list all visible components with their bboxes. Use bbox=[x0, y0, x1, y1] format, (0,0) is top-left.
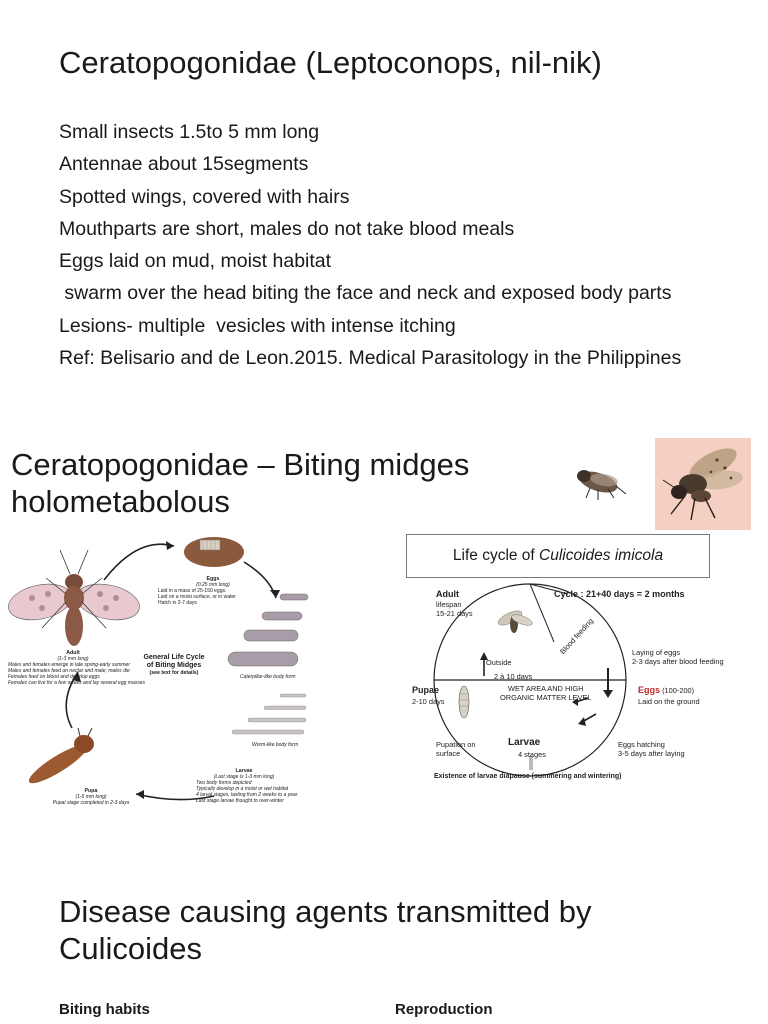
pupation-label: Pupation on surface bbox=[436, 740, 476, 758]
adult-caption-size: (1-3 mm long) bbox=[57, 656, 89, 662]
caterpillar-label: Caterpillar-like body form bbox=[240, 674, 296, 680]
larvae-stages: 4 stages bbox=[518, 750, 546, 759]
eggs-caption-title: Eggs bbox=[206, 576, 220, 582]
slide2-title-line1: Ceratopogonidae – Biting midges bbox=[11, 447, 470, 482]
eggs-count: (100-200) bbox=[662, 686, 695, 695]
center-title-sub: (see text for details) bbox=[149, 670, 199, 676]
adult-midge-illustration bbox=[8, 550, 143, 646]
bullet-item: Spotted wings, covered with hairs bbox=[59, 185, 350, 208]
adult-caption-desc: Males and females emerge in late spring-early summer Males and females feed on nectar and mate; males die Females feed on blood and develop eggs Females can live for a few weeks and lay several egg masses bbox=[8, 662, 146, 686]
eggs-caption-desc: Laid in a mass of 25-150 eggs. Laid on a moist surface, or in water Hatch in 2-7 days bbox=[158, 588, 236, 606]
bullet-item: swarm over the head biting the face and neck and exposed body parts bbox=[59, 282, 672, 305]
lifecycle-title-prefix: Life cycle of bbox=[452, 547, 540, 564]
slide3-title-line1: Disease causing agents transmitted by bbox=[59, 894, 592, 929]
larvae-caption-size: (Last stage is 1-3 mm long) bbox=[213, 774, 275, 780]
eggs-label: Eggs bbox=[638, 685, 661, 695]
diapause-label: Existence of larvae diapause (summering and wintering) bbox=[434, 773, 622, 780]
slide2-title-line2: holometabolous bbox=[11, 484, 230, 519]
adult-caption-title: Adult bbox=[66, 650, 80, 656]
adult-culicoides-illustration bbox=[496, 608, 534, 633]
pupa-caption-desc: Pupal stage completed in 2-3 days bbox=[52, 800, 130, 806]
slide1-bullet-list bbox=[59, 116, 681, 374]
pupae-days: 2-10 days bbox=[412, 697, 445, 706]
culicoides-lifecycle-title-box bbox=[406, 534, 710, 578]
larvae-label: Larvae bbox=[508, 737, 541, 748]
pupa-caption bbox=[46, 788, 136, 806]
outside-label: Outside bbox=[486, 658, 512, 667]
slide2-title bbox=[11, 446, 469, 520]
slide3-title-line2: Culicoides bbox=[59, 931, 203, 966]
pupa-caption-size: (1-5 mm long) bbox=[75, 794, 107, 800]
pupae-label: Pupae bbox=[412, 685, 440, 695]
bullet-item: Mouthparts are short, males do not take blood meals bbox=[59, 217, 515, 240]
pupa-illustration bbox=[25, 728, 94, 789]
egg-mass-illustration bbox=[184, 537, 244, 567]
eggs-caption bbox=[158, 576, 268, 606]
slide3-title bbox=[59, 893, 591, 967]
bullet-item: Small insects 1.5to 5 mm long bbox=[59, 121, 320, 143]
midge-photo-large bbox=[655, 438, 751, 530]
cycle-text: Cycle : 21+40 days = 2 months bbox=[554, 589, 685, 599]
bullet-item: Eggs laid on mud, moist habitat bbox=[59, 250, 332, 273]
pupa-culicoides-illustration bbox=[459, 686, 469, 718]
biting-habits-heading: Biting habits bbox=[59, 1001, 150, 1018]
bullet-item: Ref: Belisario and de Leon.2015. Medical Parasitology in the Philippines bbox=[59, 347, 682, 370]
general-life-cycle-diagram bbox=[8, 532, 320, 830]
larvae-caption-desc: Two body forms depicted Typically develop in a moist or wet habitat 4 larval stages, lasting from 2 weeks to a year Last stage larvae thought to over-winter bbox=[196, 780, 298, 804]
eggs-caption-size: (0.25 mm long) bbox=[196, 582, 230, 588]
adult-lifespan: lifespan 15-21 days bbox=[436, 600, 473, 618]
adult-label: Adult bbox=[436, 589, 459, 599]
reproduction-heading: Reproduction bbox=[395, 1001, 493, 1018]
laying-eggs-label: Laying of eggs 2-3 days after blood feeding bbox=[632, 648, 724, 666]
worm-larvae-illustration bbox=[232, 694, 306, 734]
blood-feeding-label: Blood feeding bbox=[558, 616, 595, 657]
larvae-caption-title: Larvae bbox=[235, 768, 253, 774]
bullet-item: Antennae about 15segments bbox=[59, 153, 309, 176]
center-title-text: General Life Cycle of Biting Midges bbox=[143, 654, 205, 669]
two-to-ten-days-label: 2 à 10 days bbox=[494, 672, 533, 681]
wet-area-label: WET AREA AND HIGH ORGANIC MATTER LEVEL bbox=[500, 684, 592, 702]
larvae-caption bbox=[196, 768, 320, 804]
pupa-caption-title: Pupa bbox=[84, 788, 98, 794]
general-life-cycle-title bbox=[136, 654, 212, 676]
lifecycle-title-species: Culicoides imicola bbox=[539, 547, 664, 564]
eggs-hatching-label: Eggs hatching 3-5 days after laying bbox=[618, 740, 685, 758]
eggs-ground-label: Laid on the ground bbox=[638, 697, 700, 706]
culicoides-lifecycle-diagram bbox=[386, 580, 768, 790]
eggs-label-group bbox=[638, 686, 694, 695]
worm-label: Worm-like body form bbox=[252, 742, 299, 748]
bullet-item: Lesions- multiple vesicles with intense itching bbox=[59, 314, 456, 337]
midge-photo-small bbox=[568, 456, 634, 504]
slide1-title: Ceratopogonidae (Leptoconops, nil-nik) bbox=[59, 45, 602, 80]
